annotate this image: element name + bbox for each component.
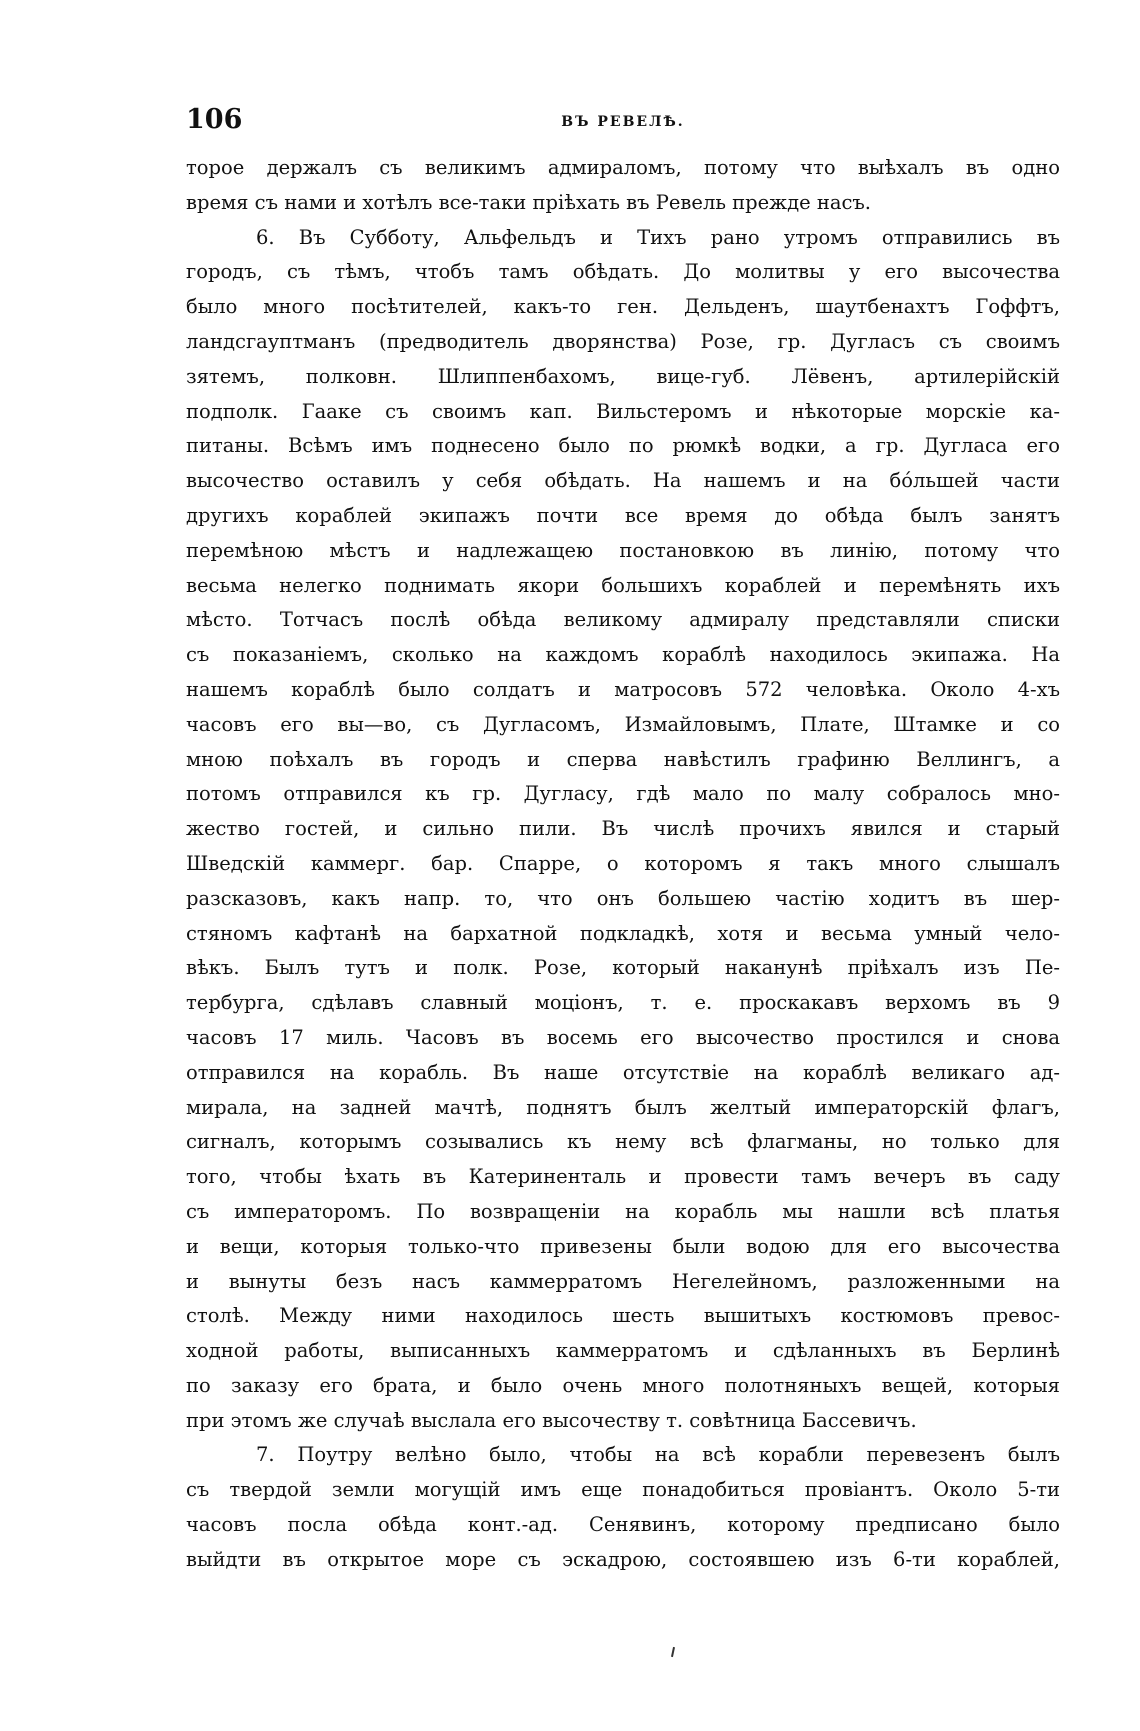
text-line: жество гостей, и сильно пили. Въ числѣ прочихъ явился и старый [186, 817, 1060, 841]
page-number: 106 [186, 104, 243, 135]
text-line: съ показаніемъ, сколько на каждомъ кораблѣ находилось экипажа. На [186, 643, 1060, 667]
text-line: потомъ отправился къ гр. Дугласу, гдѣ мало по малу собралось мно- [186, 782, 1060, 806]
text-line: столѣ. Между ними находилось шесть вышитыхъ костюмовъ превос- [186, 1304, 1060, 1328]
text-line: мѣсто. Тотчасъ послѣ обѣда великому адмиралу представляли списки [186, 608, 1060, 632]
text-line: зятемъ, полковн. Шлиппенбахомъ, вице-губ. Лёвенъ, артилерійскій [186, 364, 1060, 388]
running-head [186, 104, 1060, 144]
body-text [186, 151, 1060, 1578]
text-line: и вещи, которыя только-что привезены были водою для его высочества [186, 1234, 1060, 1258]
text-line: торое держалъ съ великимъ адмираломъ, потому что выѣхалъ въ одно [186, 156, 1060, 179]
text-line: отправился на корабль. Въ наше отсутствіе на кораблѣ великаго ад- [186, 1060, 1060, 1084]
text-line: подполк. Гааке съ своимъ кап. Вильстеромъ и нѣкоторые морскіе ка- [186, 399, 1060, 423]
text-line: и вынуты безъ насъ каммерратомъ Негелейномъ, разложенными на [186, 1269, 1060, 1293]
text-line: высочество оставилъ у себя обѣдать. На нашемъ и на бóльшей части [186, 469, 1060, 493]
text-line: мною поѣхалъ въ городъ и сперва навѣстилъ графиню Веллингъ, а [186, 747, 1060, 771]
text-line: часовъ посла обѣда конт.-ад. Сенявинъ, которому предписано было [186, 1513, 1060, 1537]
text-line: часовъ 17 миль. Часовъ въ восемь его высочество простился и снова [186, 1025, 1060, 1049]
text-line: было много посѣтителей, какъ-то ген. Дельденъ, шаутбенахтъ Гоффтъ, [186, 295, 1060, 319]
text-line: перемѣною мѣстъ и надлежащею постановкою въ линію, потому что [186, 538, 1060, 562]
text-line: по заказу его брата, и было очень много полотняныхъ вещей, которыя [186, 1373, 1060, 1397]
text-line: разсказовъ, какъ напр. то, что онъ большею частію ходитъ въ шер- [186, 886, 1060, 910]
text-line: мирала, на задней мачтѣ, поднятъ былъ желтый императорскій флагъ, [186, 1095, 1060, 1119]
text-line: городъ, съ тѣмъ, чтобъ тамъ обѣдать. До молитвы у его высочества [186, 260, 1060, 284]
paragraph-start-line: 7. Поутру велѣно было, чтобы на всѣ корабли перевезенъ былъ [256, 1443, 1060, 1467]
paragraph-start-line: 6. Въ Субботу, Альфельдъ и Тихъ рано утромъ отправились въ [256, 225, 1060, 249]
text-line: Шведскій каммерг. бар. Спарре, о которомъ я такъ много слышалъ [186, 851, 1060, 875]
text-line: съ твердой земли могущій имъ еще понадобиться провіантъ. Около 5-ти [186, 1478, 1060, 1502]
text-line: тербурга, сдѣлавъ славный моціонъ, т. е. проскакавъ верхомъ въ 9 [186, 991, 1060, 1015]
text-line: при этомъ же случаѣ выслала его высочеству т. совѣтница Бассевичъ. [186, 1408, 917, 1432]
text-line: сигналъ, которымъ созывались къ нему всѣ флагманы, но только для [186, 1130, 1060, 1154]
running-title: ВЪ РЕВЕЛѢ. [561, 114, 685, 130]
text-line: ландсгауптманъ (предводитель дворянства) Розе, гр. Дугласъ съ своимъ [186, 329, 1060, 353]
ink-speck [671, 1647, 675, 1657]
text-line: вѣкъ. Былъ тутъ и полк. Розе, который наканунѣ пріѣхалъ изъ Пе- [186, 956, 1060, 980]
text-line: весьма нелегко поднимать якори большихъ кораблей и перемѣнять ихъ [186, 573, 1060, 597]
text-line: питаны. Всѣмъ имъ поднесено было по рюмкѣ водки, а гр. Дугласа его [186, 434, 1060, 458]
text-line: выйдти въ открытое море съ эскадрою, состоявшею изъ 6-ти кораблей, [186, 1547, 1060, 1571]
text-line: ходной работы, выписанныхъ каммерратомъ и сдѣланныхъ въ Берлинѣ [186, 1339, 1060, 1363]
text-line: другихъ кораблей экипажъ почти все время до обѣда былъ занятъ [186, 503, 1060, 527]
text-line: стяномъ кафтанѣ на бархатной подкладкѣ, хотя и весьма умный чело- [186, 921, 1060, 945]
text-line: часовъ его вы—во, съ Дугласомъ, Измайловымъ, Плате, Штамке и со [186, 712, 1060, 736]
text-line: время съ нами и хотѣлъ все-таки пріѣхать въ Ревель прежде насъ. [186, 190, 871, 214]
text-line: нашемъ кораблѣ было солдатъ и матросовъ 572 человѣка. Около 4-хъ [186, 677, 1060, 701]
text-line: съ императоромъ. По возвращеніи на корабль мы нашли всѣ платья [186, 1199, 1060, 1223]
text-line: того, чтобы ѣхать въ Катериненталь и провести тамъ вечеръ въ саду [186, 1165, 1060, 1189]
